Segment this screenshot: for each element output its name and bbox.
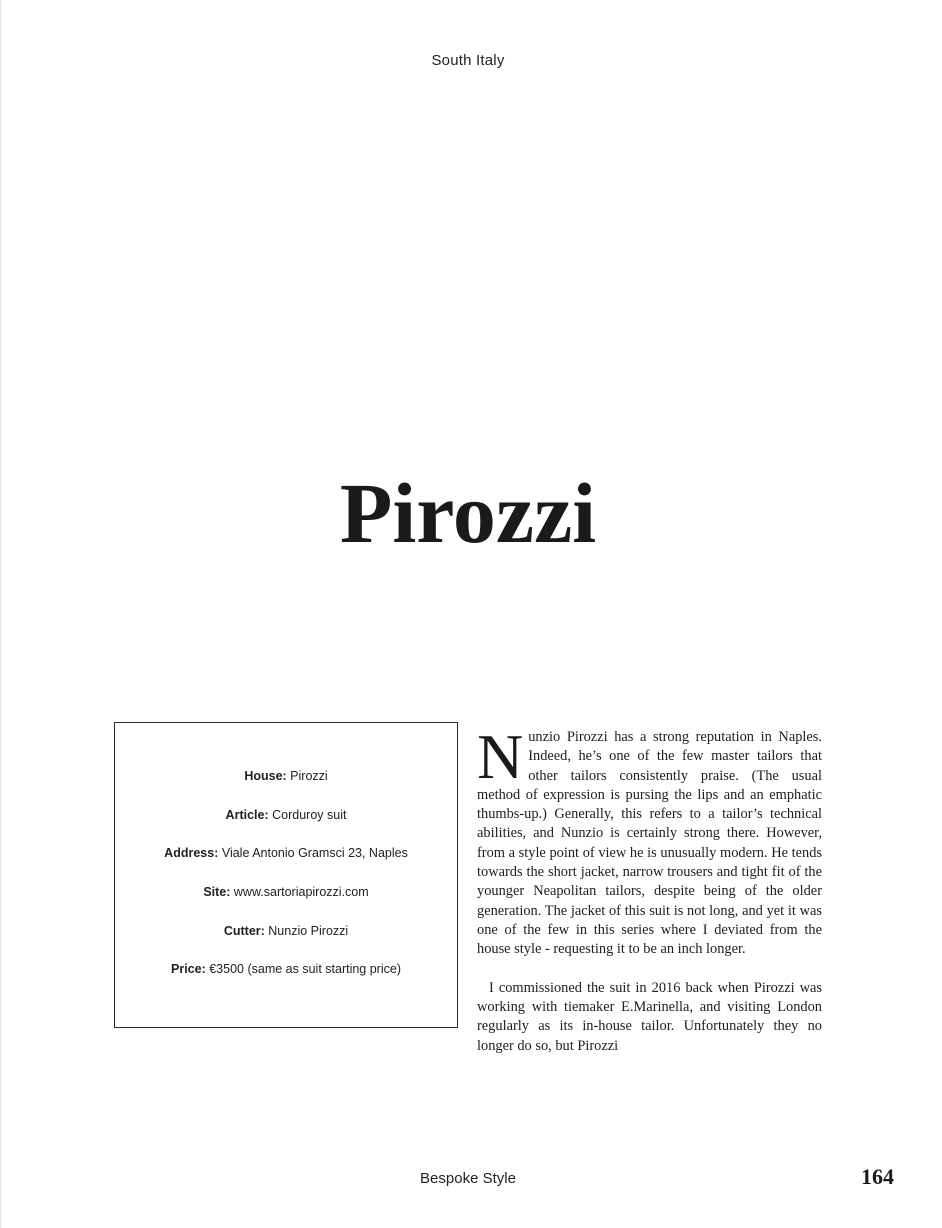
article-paragraph: [477, 721, 822, 960]
info-box: [114, 722, 458, 1028]
page-edge: [0, 0, 1, 1228]
article-body: [477, 721, 822, 1056]
page-title: Pirozzi: [339, 465, 597, 561]
info-value: Corduroy suit: [272, 807, 347, 822]
info-item-cutter: [115, 924, 457, 963]
info-item-house: [115, 769, 457, 808]
info-value: www.sartoriapirozzi.com: [233, 885, 369, 900]
info-value: Nunzio Pirozzi: [268, 923, 349, 938]
footer-publication: Bespoke Style: [420, 1170, 516, 1187]
info-item-site: [115, 885, 457, 924]
info-item-address: [115, 846, 457, 885]
info-list: [115, 769, 457, 1001]
article-paragraph: I commissioned the suit in 2016 back when Pirozzi was working with tiemaker E.Marinella, and visiting London regularly as its in-house tailor. Unfortunately they no longer do so, but Pirozzi: [477, 979, 822, 1054]
info-label: Address:: [164, 846, 219, 861]
info-label: House:: [244, 769, 287, 783]
info-label: Cutter:: [223, 923, 265, 938]
paragraph-text: unzio Pirozzi has a strong reputation in Naples. Indeed, he’s one of the few master tailors that other tailors consistently praise. (The usual method of expression is pursing the lips and an emphatic thumbs-up.) Generally, this refers to a tailor’s technical abilities, and Nunzio is certainly strong there. However, from a style point of view he is unusually modern. He tends towards the short jacket, narrow trousers and tight fit of the younger Neapolitan tailors, despite being of the older generation. The jacket of this suit is not long, and yet it was one of the few in this series where I deviated from the house style - requesting it to be an inch longer.: [477, 729, 822, 958]
info-label: Article:: [225, 807, 269, 822]
info-value: Pirozzi: [290, 769, 328, 783]
page-number: 164: [861, 1164, 894, 1189]
info-label: Price:: [171, 962, 206, 977]
info-value: Viale Antonio Gramsci 23, Naples: [221, 846, 408, 861]
info-label: Site:: [203, 885, 231, 900]
info-value: €3500 (same as suit starting price): [209, 962, 401, 977]
info-item-price: [115, 962, 457, 1001]
section-header: South Italy: [431, 52, 505, 69]
info-item-article: [115, 808, 457, 847]
drop-cap: N: [477, 721, 524, 792]
